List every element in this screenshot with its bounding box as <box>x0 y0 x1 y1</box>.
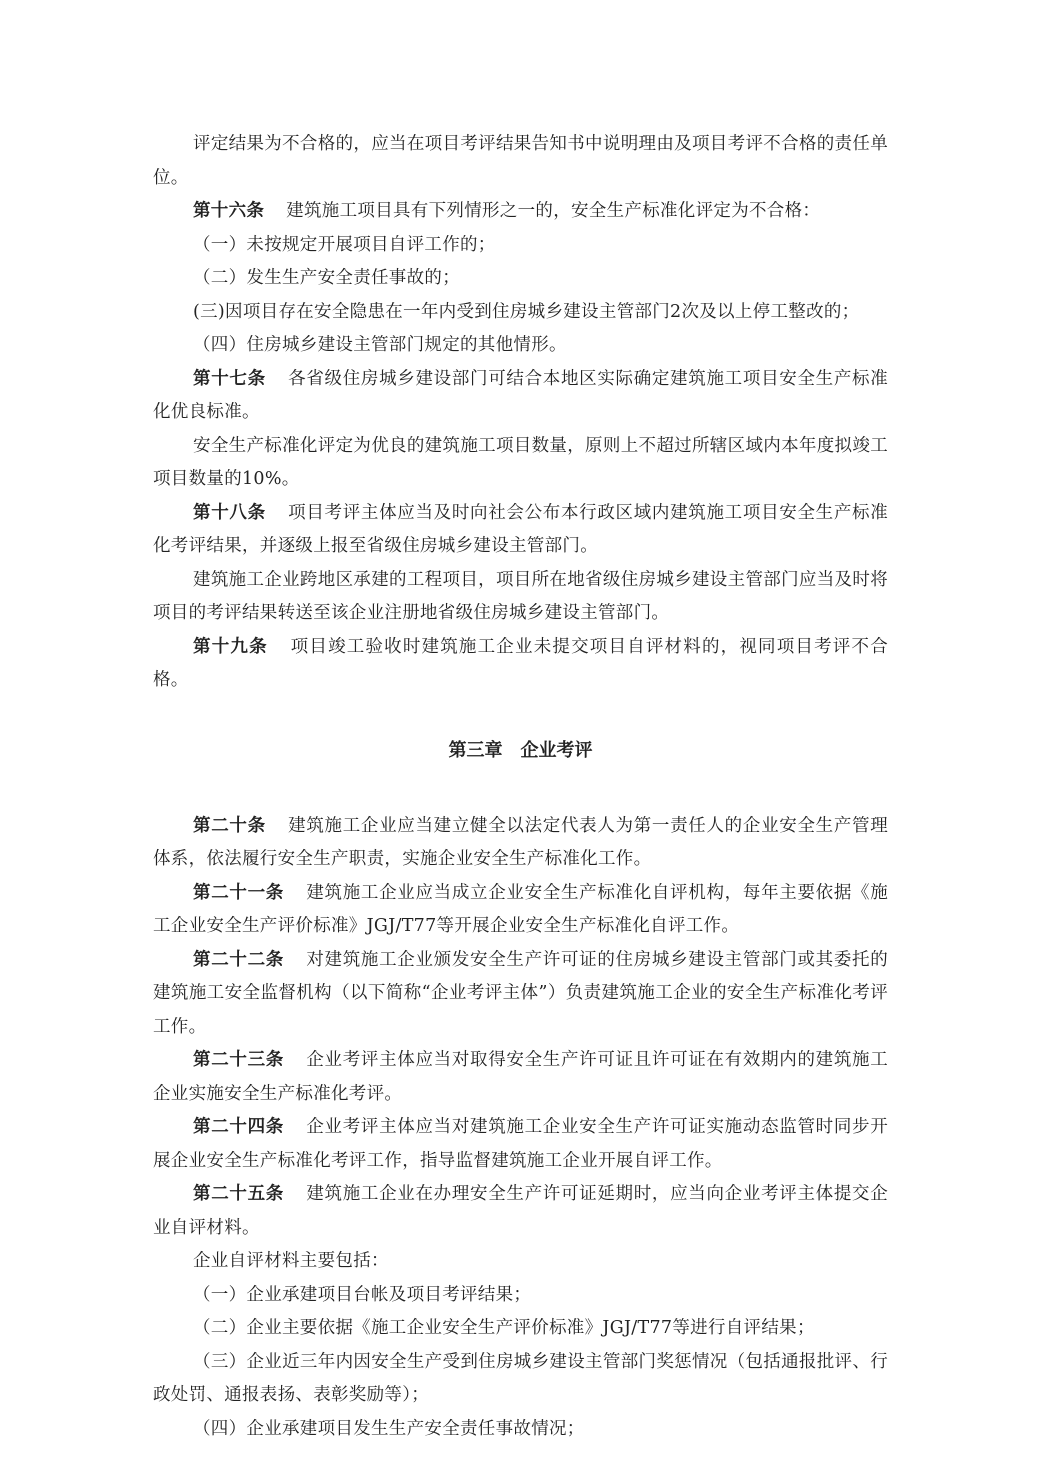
paragraph-text: 各省级住房城乡建设部门可结合本地区实际确定建筑施工项目安全生产标准化优良标准。 <box>153 368 888 422</box>
paragraph-text: （一）企业承建项目台帐及项目考评结果； <box>193 1284 532 1305</box>
chapter-heading <box>153 734 888 768</box>
paragraph <box>153 262 888 296</box>
paragraph-text: 对建筑施工企业颁发安全生产许可证的住房城乡建设主管部门或其委托的建筑施工安全监督机构（以下简称“企业考评主体”）负责建筑施工企业的安全生产标准化考评工作。 <box>153 949 888 1037</box>
paragraph-text: 建筑施工企业应当建立健全以法定代表人为第一责任人的企业安全生产管理体系，依法履行安全生产职责，实施企业安全生产标准化工作。 <box>153 815 888 869</box>
article-label: 第十六条 <box>193 201 265 221</box>
paragraph-text: (三)因项目存在安全隐患在一年内受到住房城乡建设主管部门2次及以上停工整改的； <box>193 301 860 322</box>
paragraph-text: （二）企业主要依据《施工企业安全生产评价标准》JGJ/T77等进行自评结果； <box>193 1318 815 1338</box>
paragraph-group-bottom <box>153 810 888 1447</box>
paragraph-text: （三）企业近三年内因安全生产受到住房城乡建设主管部门奖惩情况（包括通报批评、行政处罚、通报表扬、表彰奖励等）； <box>153 1351 888 1405</box>
paragraph <box>153 229 888 263</box>
paragraph <box>153 1346 888 1413</box>
paragraph-text: 企业自评材料主要包括： <box>193 1251 389 1271</box>
paragraph <box>153 1111 888 1178</box>
paragraph <box>153 1312 888 1346</box>
paragraph-text: （四）住房城乡建设主管部门规定的其他情形。 <box>193 335 567 355</box>
paragraph <box>153 329 888 363</box>
paragraph <box>153 497 888 564</box>
paragraph-text: 企业考评主体应当对取得安全生产许可证且许可证在有效期内的建筑施工企业实施安全生产标准化考评。 <box>153 1050 888 1104</box>
paragraph-text: （一）未按规定开展项目自评工作的； <box>193 234 496 255</box>
paragraph <box>153 810 888 877</box>
paragraph <box>153 296 888 330</box>
paragraph-group-top <box>153 128 888 698</box>
paragraph-text: 评定结果为不合格的，应当在项目考评结果告知书中说明理由及项目考评不合格的责任单位。 <box>153 134 888 188</box>
article-label: 第二十条 <box>193 815 266 836</box>
paragraph <box>153 1044 888 1111</box>
article-label: 第二十一条 <box>193 882 284 903</box>
paragraph <box>153 1178 888 1245</box>
article-label: 第二十五条 <box>193 1184 284 1204</box>
paragraph <box>153 363 888 430</box>
paragraph-text: 项目考评主体应当及时向社会公布本行政区域内建筑施工项目安全生产标准化考评结果，并逐级上报至省级住房城乡建设主管部门。 <box>153 502 888 556</box>
paragraph-text: 建筑施工企业应当成立企业安全生产标准化自评机构，每年主要依据《施工企业安全生产评价标准》JGJ/T77等开展企业安全生产标准化自评工作。 <box>153 882 888 936</box>
paragraph-text: 建筑施工企业跨地区承建的工程项目，项目所在地省级住房城乡建设主管部门应当及时将项目的考评结果转送至该企业注册地省级住房城乡建设主管部门。 <box>153 569 888 623</box>
paragraph <box>153 128 888 195</box>
paragraph <box>153 1413 888 1447</box>
paragraph-text: 安全生产标准化评定为优良的建筑施工项目数量，原则上不超过所辖区域内本年度拟竣工项目数量的10%。 <box>153 435 888 489</box>
paragraph <box>153 1279 888 1313</box>
article-label: 第二十二条 <box>193 949 284 970</box>
chapter-number: 第三章 <box>448 739 503 761</box>
paragraph-text: （二）发生生产安全责任事故的； <box>193 268 460 288</box>
paragraph <box>153 877 888 944</box>
paragraph-text: 建筑施工企业在办理安全生产许可证延期时，应当向企业考评主体提交企业自评材料。 <box>153 1184 888 1238</box>
paragraph <box>153 430 888 497</box>
paragraph-text: 企业考评主体应当对建筑施工企业安全生产许可证实施动态监管时同步开展企业安全生产标准化考评工作，指导监督建筑施工企业开展自评工作。 <box>153 1117 888 1171</box>
article-label: 第十八条 <box>193 502 266 523</box>
chapter-title: 企业考评 <box>520 739 593 761</box>
paragraph-text: （四）企业承建项目发生生产安全责任事故情况； <box>193 1418 585 1439</box>
article-label: 第十七条 <box>193 368 266 389</box>
paragraph-text: 建筑施工项目具有下列情形之一的，安全生产标准化评定为不合格： <box>286 201 821 221</box>
article-label: 第十九条 <box>193 636 268 657</box>
paragraph <box>153 1245 888 1279</box>
paragraph-text: 项目竣工验收时建筑施工企业未提交项目自评材料的，视同项目考评不合格。 <box>153 636 888 690</box>
article-label: 第二十四条 <box>193 1117 284 1137</box>
paragraph <box>153 564 888 631</box>
paragraph <box>153 631 888 698</box>
paragraph <box>153 195 888 229</box>
article-label: 第二十三条 <box>193 1050 284 1070</box>
document-body <box>153 128 888 1446</box>
paragraph <box>153 944 888 1045</box>
